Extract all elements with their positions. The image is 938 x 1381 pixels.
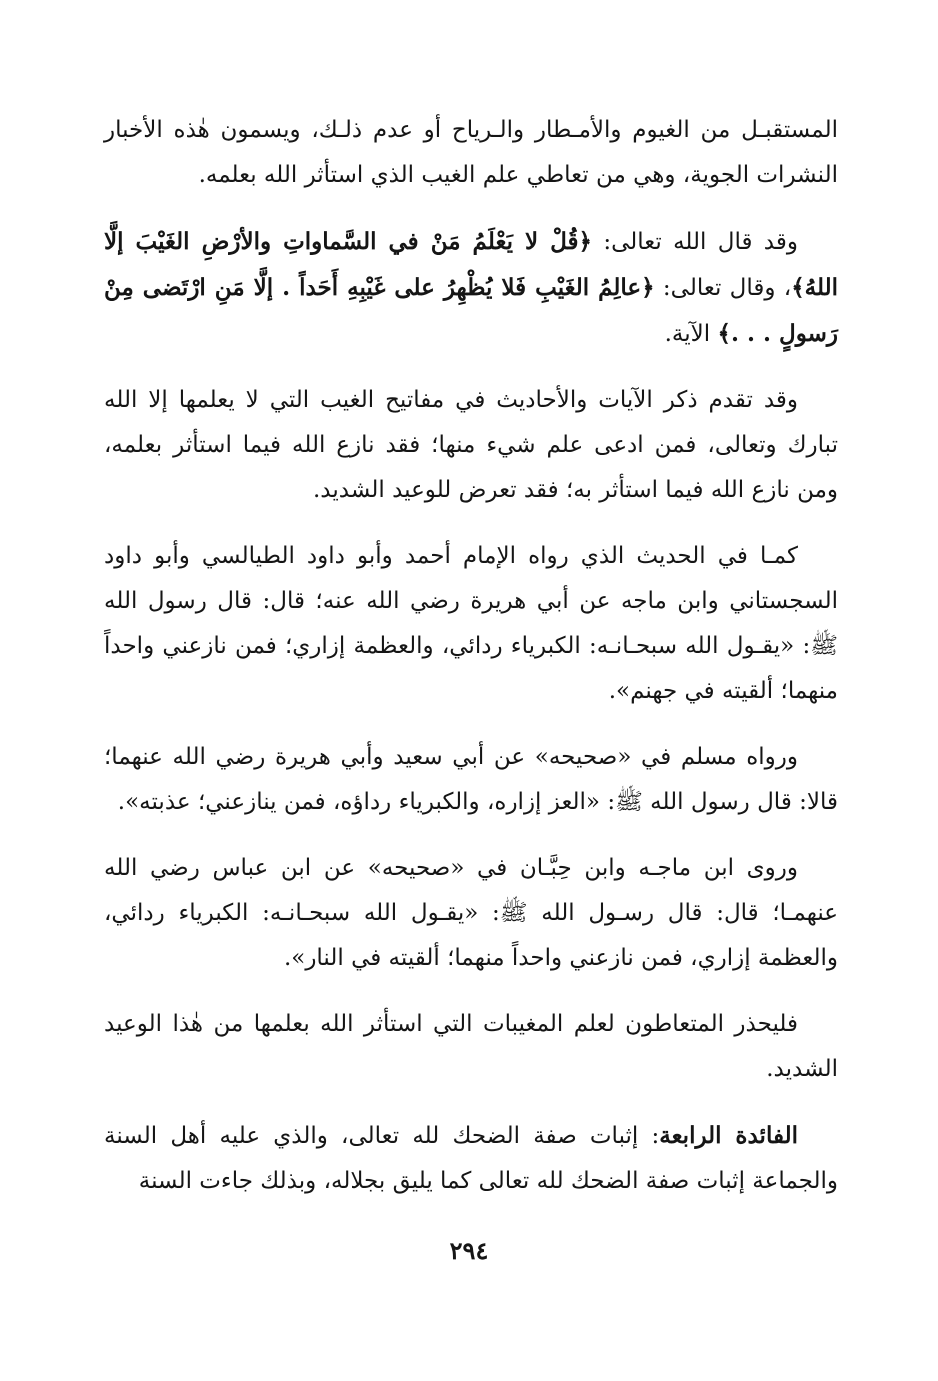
paragraph-2 xyxy=(104,219,838,357)
paragraph-7 xyxy=(104,1002,838,1092)
paragraph-text: فليحذر المتعاطون لعلم المغيبات التي استأثر الله بعلمها من هٰذا الوعيد الشديد. xyxy=(104,1011,838,1082)
paragraph-4 xyxy=(104,534,838,714)
paragraph-text: ورواه مسلم في «صحيحه» عن أبي سعيد وأبي هريرة رضي الله عنهما؛ قالا: قال رسول الله ﷺ: «العز إزاره، والكبرياء رداؤه، فمن ينازعني؛ عذبته». xyxy=(104,744,838,815)
paragraph-8 xyxy=(104,1113,838,1204)
paragraph-text: وقد قال الله تعالى: xyxy=(592,229,798,255)
paragraph-5 xyxy=(104,735,838,825)
page-number: ٢٩٤ xyxy=(449,1236,489,1265)
page-body xyxy=(104,108,838,1225)
paragraph-3 xyxy=(104,378,838,513)
paragraph-text: الآية. xyxy=(664,321,718,347)
paragraph-text: وقد تقدم ذكر الآيات والأحاديث في مفاتيح الغيب التي لا يعلمها إلا الله تبارك وتعالى، فمن ادعى علم شيء منها؛ فقد نازع الله فيما استأثر بعلمه، ومن نازع الله فيما استأثر به؛ فقد تعرض للوعيد الشديد. xyxy=(104,387,838,503)
paragraph-text: كمـا في الحديث الذي رواه الإمام أحمد وأبو داود الطيالسي وأبو داود السجستاني وابن ماجه عن أبي هريرة رضي الله عنه؛ قال: قال رسول الله ﷺ: «يقـول الله سبحـانـه: الكبرياء ردائي، والعظمة إزاري؛ فمن نازعني واحداً منهما؛ ألقيته في جهنم». xyxy=(104,543,838,704)
paragraph-6 xyxy=(104,846,838,981)
paragraph-1 xyxy=(104,108,838,198)
quran-verse: ﴿قُلْ لا يَعْلَمُ مَنْ في السَّماواتِ والأرْضِ الغَيْبَ إلَّا اللهُ﴾ xyxy=(104,228,839,301)
section-heading: الفائدة الرابعة xyxy=(659,1122,798,1149)
paragraph-text: وروى ابن ماجـه وابن حِبَّـان في «صحيحه» عن ابن عباس رضي الله عنهمـا؛ قال: قال رسـول الله ﷺ: «يقـول الله سبحـانـه: الكبرياء ردائي، والعظمة إزاري، فمن نازعني واحداً منهما؛ ألقيته في النار». xyxy=(104,855,838,971)
paragraph-text: ، وقال تعالى: xyxy=(654,275,792,301)
paragraph-text: : إثبات صفة الضحك لله تعالى، والذي عليه أهل السنة والجماعة إثبات صفة الضحك لله تعالى كما يليق بجلاله، وبذلك جاءت السنة xyxy=(104,1123,838,1194)
paragraph-text: المستقبـل من الغيوم والأمـطار والـرياح أو عدم ذلـك، ويسمون هٰذه الأخبار النشرات الجوية، وهي من تعاطي علم الغيب الذي استأثر الله بعلمه. xyxy=(104,117,838,188)
quran-verse: ﴿عالِمُ الغَيْبِ فَلا يُظْهِرُ على غَيْبِهِ أَحَداً . إلَّا مَنِ ارْتَضى مِنْ رَسولٍ . . .﴾ xyxy=(104,274,838,347)
